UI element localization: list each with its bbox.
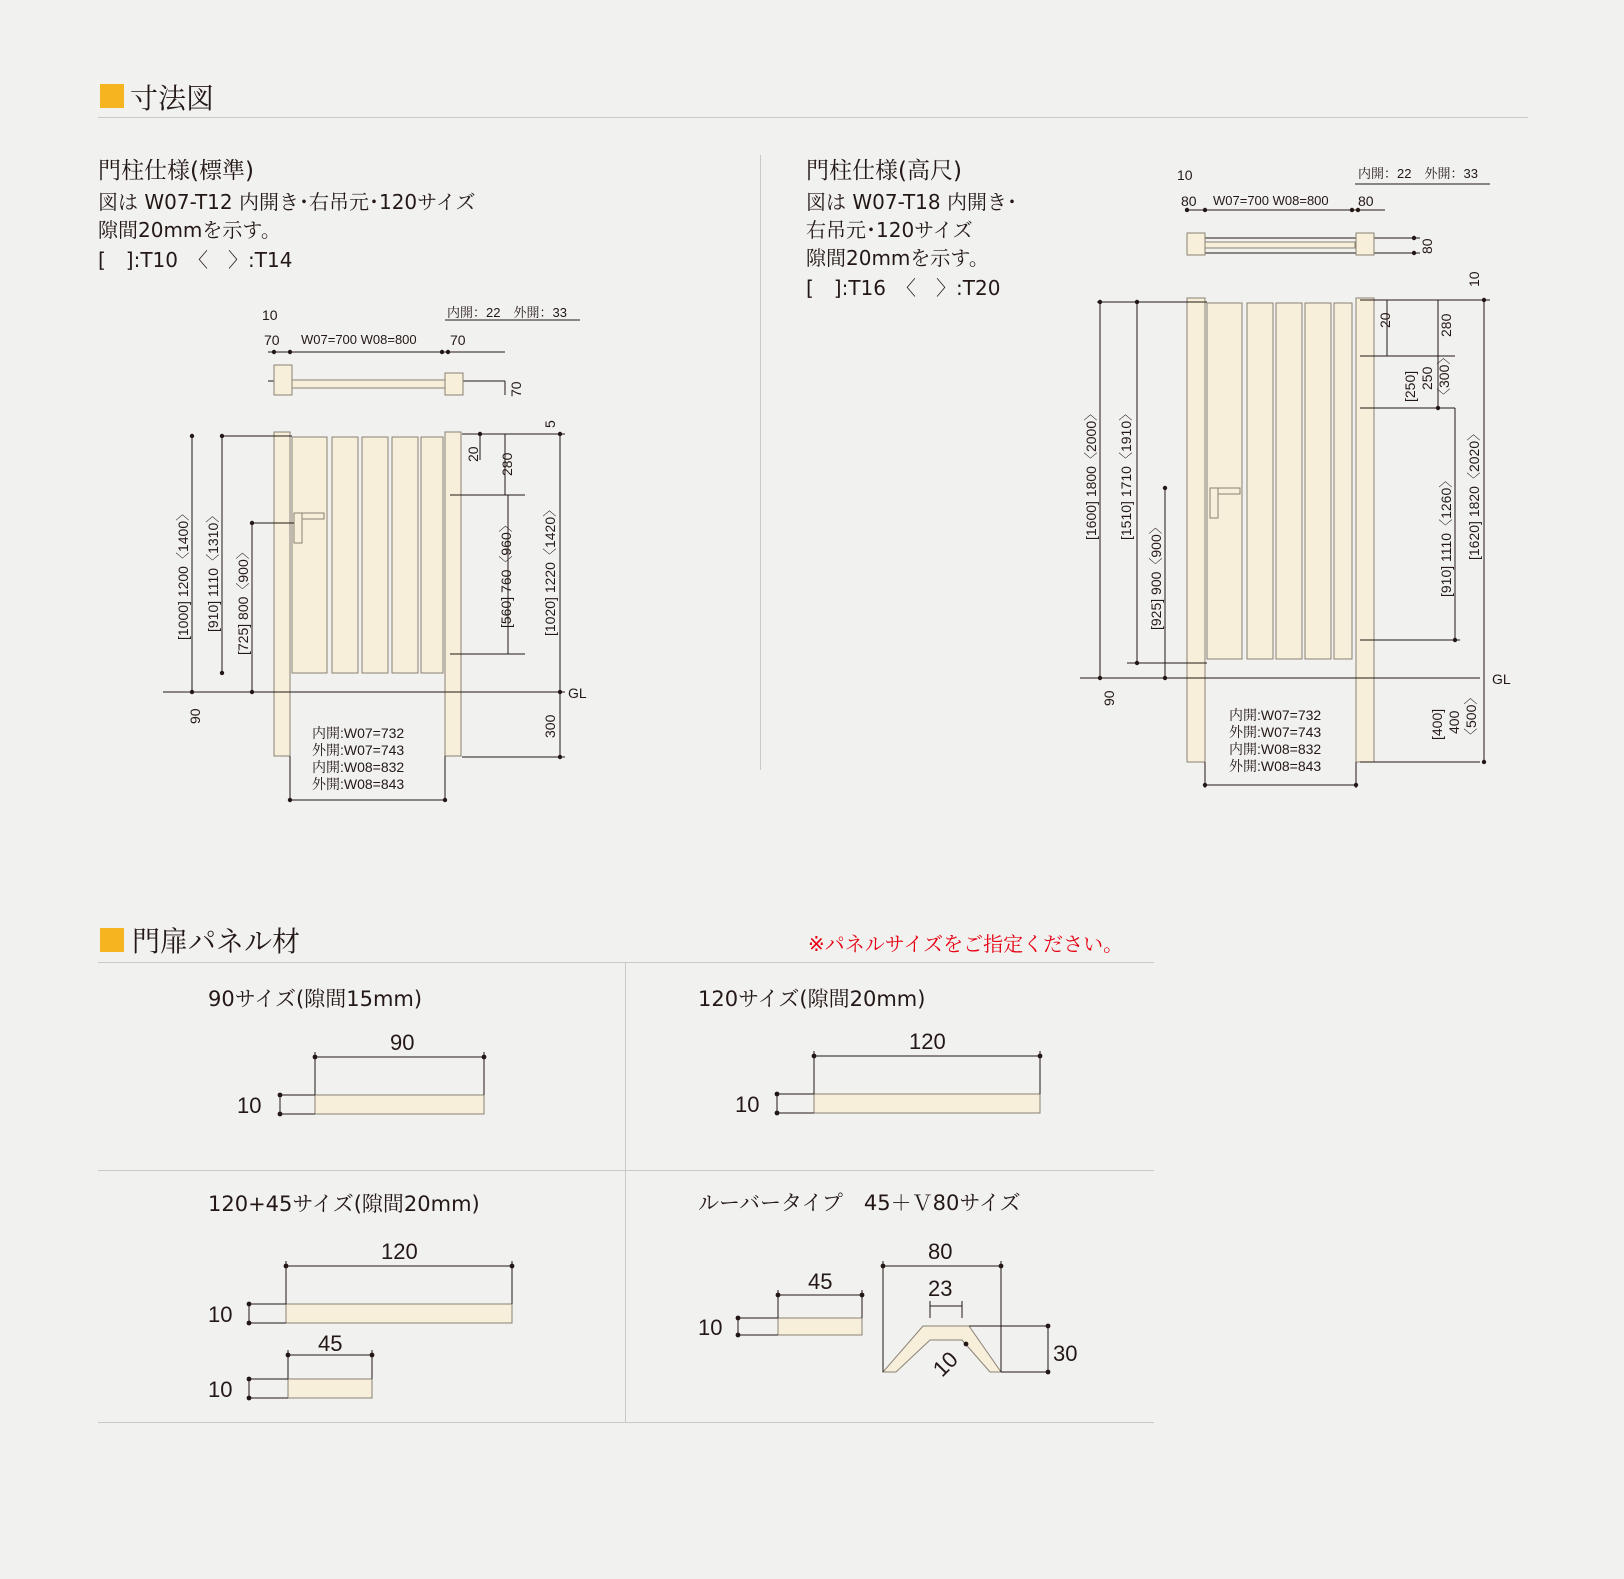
right-h-post: [1620] 1820〈2020〉 [1466,426,1482,560]
left-plan-width: W07=700 W08=800 [301,332,417,347]
panel-120-width: 120 [909,1029,946,1054]
panel-120-title: 120サイズ(隙間20mm) [698,987,926,1011]
right-d400c: 〈500〉 [1463,690,1479,742]
left-d5: 5 [542,420,558,428]
left-plan-depth: 70 [508,381,524,397]
right-h-handle: [925] 900〈900〉 [1148,520,1164,630]
right-desc-3: 隙間20mmを示す。 [806,246,989,270]
left-width-2: 外開:W07=743 [312,742,405,758]
right-width-2: 外開:W07=743 [1229,724,1322,740]
left-h-post: [1020] 1220〈1420〉 [542,502,558,636]
right-legend: [ ]:T16 〈 〉:T20 [806,276,1001,300]
louver-thickness: 10 [698,1315,723,1340]
panel-12045-width2: 45 [318,1331,343,1356]
panel-120-drawing [775,1051,1043,1115]
panel-120-thickness: 10 [735,1092,760,1117]
right-h-hinge: [910] 1110〈1260〉 [1438,473,1454,597]
right-d400a: [400] [1429,708,1445,740]
panel-90-drawing [278,1052,487,1116]
louver-width-80: 80 [928,1239,953,1264]
panel-12045-title: 120+45サイズ(隙間20mm) [208,1192,480,1216]
left-h-handle: [725] 800〈900〉 [235,545,251,655]
left-d90: 90 [187,708,203,724]
left-d20: 20 [465,446,481,462]
louver-width-45: 45 [808,1269,833,1294]
left-h-total: [1000] 1200〈1400〉 [175,506,191,640]
right-d280: 280 [1438,313,1454,337]
right-width-1: 内開:W07=732 [1229,707,1322,723]
right-width-4: 外開:W08=843 [1229,758,1322,774]
left-width-3: 内開:W08=832 [312,759,405,775]
right-plan-open: 内開：22 外開：33 [1358,166,1478,181]
right-width-3: 内開:W08=832 [1229,741,1322,757]
left-h-hinge: [560] 760〈960〉 [498,518,514,628]
panel-90-thickness: 10 [237,1093,262,1118]
panel-louver-title: ルーバータイプ 45＋Ｖ80サイズ [698,1191,1021,1215]
section-title-panels: 門扉パネル材 [132,925,301,958]
left-legend: [ ]:T10 〈 〉:T14 [98,248,293,272]
right-title: 門柱仕様(高尺) [806,158,962,184]
left-desc-1: 図は W07-T12 内開き･右吊元･120サイズ [98,190,476,214]
panel-12045-thickness1: 10 [208,1302,233,1327]
right-h-panel: [1510] 1710〈1910〉 [1118,406,1134,540]
left-plan-open: 内開：22 外開：33 [447,305,567,320]
right-mid-a: [250] [1402,370,1418,402]
left-d300: 300 [542,714,558,738]
louver-drawing [736,1261,1051,1374]
left-d280: 280 [499,452,515,476]
right-plan-80a: 80 [1181,193,1197,209]
panel-90-width: 90 [390,1030,415,1055]
left-width-1: 内開:W07=732 [312,725,405,741]
right-mid-b: 250 [1419,366,1435,390]
louver-d30: 30 [1053,1341,1078,1366]
louver-d10: 10 [927,1346,963,1382]
right-plan-depth: 80 [1419,238,1435,254]
panel-90-title: 90サイズ(隙間15mm) [208,987,423,1011]
left-h-panel: [910] 1110〈1310〉 [205,508,221,632]
right-d90: 90 [1101,690,1117,706]
left-width-4: 外開:W08=843 [312,776,405,792]
left-desc-2: 隙間20mmを示す。 [98,218,281,242]
panel-12045-thickness2: 10 [208,1377,233,1402]
right-d10: 10 [1466,271,1482,287]
right-plan-80b: 80 [1358,193,1374,209]
left-gl: GL [568,685,587,701]
right-d20: 20 [1377,312,1393,328]
left-plan-70b: 70 [450,332,466,348]
right-plan-width: W07=700 W08=800 [1213,193,1329,208]
right-h-total: [1600] 1800〈2000〉 [1083,406,1099,540]
panel-12045-drawing [247,1261,515,1400]
right-d400b: 400 [1446,710,1462,734]
section-title-dimensions: 寸法図 [130,82,215,115]
panel-12045-width1: 120 [381,1239,418,1264]
left-plan-70a: 70 [264,332,280,348]
right-gl: GL [1492,671,1511,687]
right-mid-c: 〈300〉 [1436,350,1452,402]
louver-width-23: 23 [928,1276,953,1301]
left-title: 門柱仕様(標準) [98,158,254,184]
panel-size-note: ※パネルサイズをご指定ください。 [808,932,1124,956]
left-plan-10: 10 [262,307,278,323]
right-desc-1: 図は W07-T18 内開き･ [806,190,1017,214]
right-desc-2: 右吊元･120サイズ [806,218,973,242]
right-plan-10: 10 [1177,167,1193,183]
